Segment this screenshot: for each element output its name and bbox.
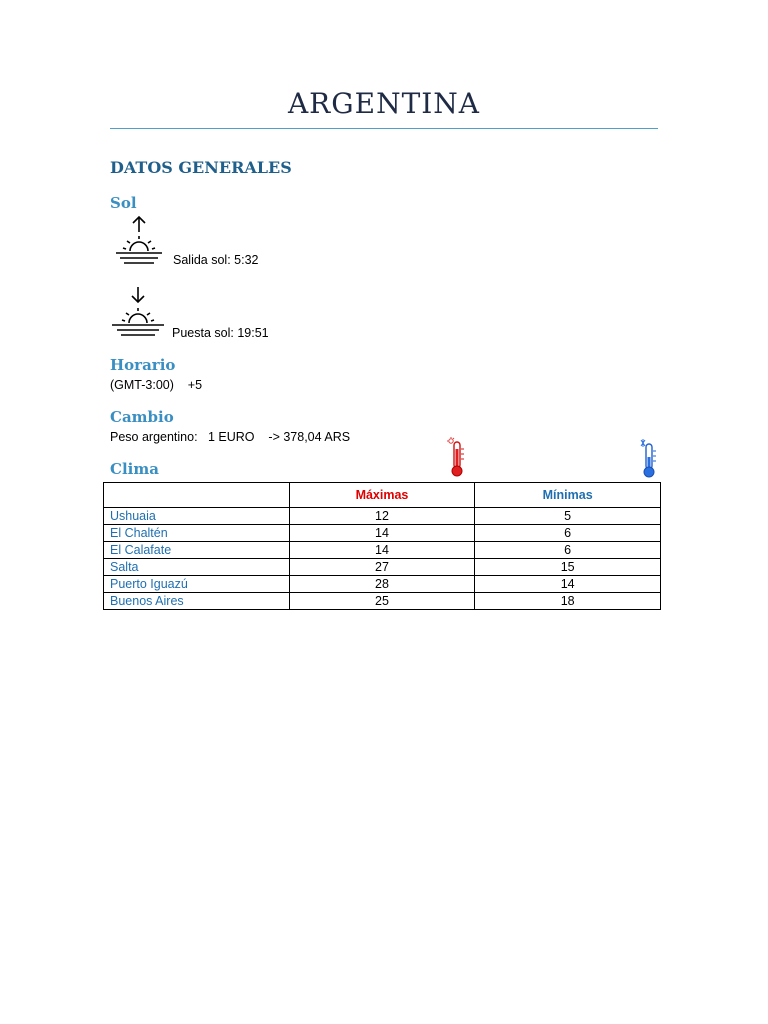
table-row: [104, 576, 661, 593]
table-row: [104, 559, 661, 576]
document-title: ARGENTINA: [287, 87, 481, 120]
horario-heading: Horario: [110, 356, 176, 374]
cambio-heading: Cambio: [110, 408, 174, 426]
city-cell: Buenos Aires: [104, 593, 290, 610]
min-cell: 14: [475, 576, 661, 593]
column-header-city: [104, 483, 290, 508]
city-cell: El Chaltén: [104, 525, 290, 542]
column-header-max: Máximas: [289, 483, 475, 508]
clima-table: [103, 482, 661, 610]
max-cell: 14: [289, 542, 475, 559]
table-row: [104, 542, 661, 559]
max-cell: 27: [289, 559, 475, 576]
max-cell: 28: [289, 576, 475, 593]
min-cell: 5: [475, 508, 661, 525]
min-cell: 6: [475, 542, 661, 559]
sunset-icon: [110, 284, 166, 338]
sunrise-icon: [112, 214, 166, 266]
thermometer-hot-icon: [446, 437, 468, 479]
table-row: [104, 525, 661, 542]
city-cell: Puerto Iguazú: [104, 576, 290, 593]
sunset-time: Puesta sol: 19:51: [172, 326, 269, 340]
min-cell: 6: [475, 525, 661, 542]
sunrise-time: Salida sol: 5:32: [173, 253, 259, 267]
clima-heading: Clima: [110, 460, 159, 478]
max-cell: 12: [289, 508, 475, 525]
sol-heading: Sol: [110, 194, 137, 212]
city-cell: Ushuaia: [104, 508, 290, 525]
min-cell: 18: [475, 593, 661, 610]
city-cell: El Calafate: [104, 542, 290, 559]
max-cell: 25: [289, 593, 475, 610]
title-divider: [110, 128, 658, 129]
city-cell: Salta: [104, 559, 290, 576]
table-header-row: [104, 483, 661, 508]
table-row: [104, 508, 661, 525]
column-header-min: Mínimas: [475, 483, 661, 508]
cambio-text: Peso argentino: 1 EURO -> 378,04 ARS: [110, 430, 351, 444]
max-cell: 14: [289, 525, 475, 542]
section-heading: DATOS GENERALES: [110, 158, 292, 177]
thermometer-cold-icon: [638, 439, 660, 479]
min-cell: 15: [475, 559, 661, 576]
table-row: [104, 593, 661, 610]
horario-text: (GMT-3:00) +5: [110, 378, 203, 392]
